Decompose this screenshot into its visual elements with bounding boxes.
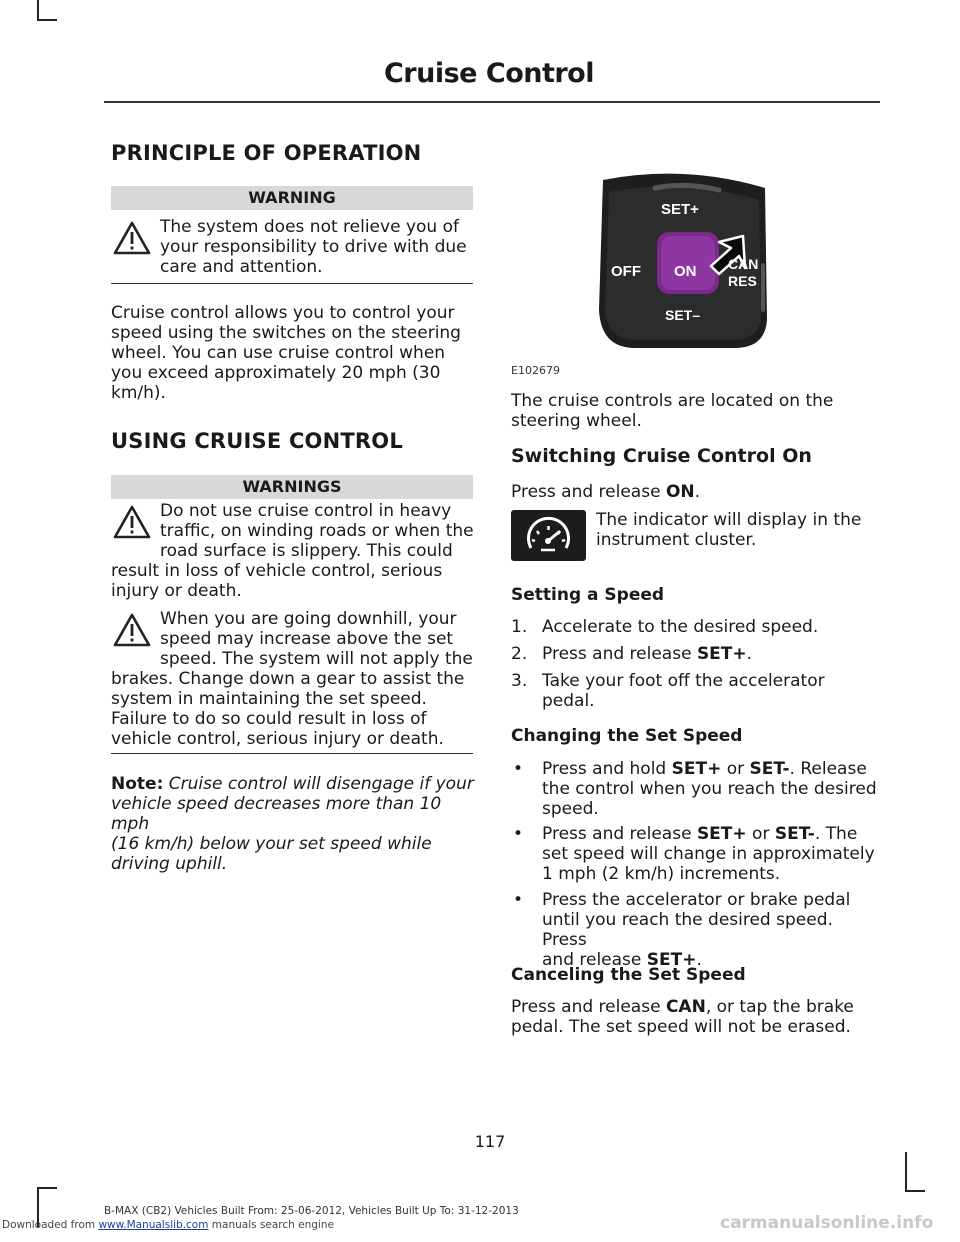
warning-rule (111, 283, 473, 284)
page-number: 117 (474, 1132, 506, 1151)
bullet: • (513, 824, 524, 844)
bullet-text: Press and hold SET+ or SET-. Release the control when you reach the desired speed. (542, 759, 877, 819)
step-number: 1. (511, 617, 528, 637)
crop-mark (37, 19, 57, 21)
bullet-text: Press and release SET+ or SET-. The set speed will change in approximately 1 mph (2 km/h) increments. (542, 824, 875, 884)
warning-2-head: When you are going downhill, your speed may increase above the set speed. The system will not apply the (160, 609, 473, 669)
crop-mark (905, 1190, 925, 1192)
warning-1-tail: result in loss of vehicle control, serious injury or death. (111, 561, 443, 601)
page-header-title: Cruise Control (383, 58, 594, 89)
warnings-bar: WARNINGS (111, 475, 473, 499)
warning-text: The system does not relieve you of your responsibility to drive with due care and attention. (160, 217, 467, 277)
heading-canceling-speed: Canceling the Set Speed (511, 965, 746, 985)
warning-2-tail: brakes. Change down a gear to assist the system in maintaining the set speed. Failure to do so could result in loss of vehicle control, serious injury or death. (111, 669, 465, 749)
warning-triangle-icon (112, 612, 152, 648)
set-plus-label: SET+ (661, 201, 699, 218)
can-label: CAN (728, 256, 759, 272)
heading-principle: PRINCIPLE OF OPERATION (111, 141, 422, 165)
intro-paragraph: Cruise control allows you to control your speed using the switches on the steering wheel. You can use cruise control when you exceed approximately 20 mph (30 km/h). (111, 303, 461, 403)
figure-id: E102679 (511, 364, 560, 377)
heading-changing-speed: Changing the Set Speed (511, 726, 743, 746)
indicator-text: The indicator will display in the instrument cluster. (596, 510, 862, 550)
heading-setting-speed: Setting a Speed (511, 585, 665, 605)
step-number: 3. (511, 671, 528, 691)
warning-1-head: Do not use cruise control in heavy traffic, on winding roads or when the road surface is slippery. This could (160, 501, 474, 561)
heading-switching-on: Switching Cruise Control On (511, 445, 812, 467)
crop-mark (37, 1187, 57, 1189)
warning-bar: WARNING (111, 186, 473, 210)
download-footer: Downloaded from www.Manualslib.com manuals search engine (2, 1219, 334, 1231)
cruise-indicator-icon (511, 510, 586, 561)
bullet: • (513, 890, 524, 910)
note-paragraph: Note: Cruise control will disengage if your vehicle speed decreases more than 10 mph (16 km/h) below your set speed while driving uphill. (111, 774, 474, 874)
on-label: ON (674, 263, 697, 280)
cancel-paragraph: Press and release CAN, or tap the brake pedal. The set speed will not be erased. (511, 997, 854, 1037)
warning-triangle-icon (112, 220, 152, 256)
warning-triangle-icon (112, 504, 152, 540)
watermark: carmanualsonline.info (720, 1213, 934, 1233)
off-label: OFF (611, 263, 641, 280)
heading-using: USING CRUISE CONTROL (111, 429, 403, 453)
warnings-rule (111, 753, 473, 754)
press-on-text: Press and release ON. (511, 482, 701, 502)
res-label: RES (728, 273, 757, 289)
crop-mark (905, 1152, 907, 1192)
cruise-control-switch-figure (595, 170, 775, 350)
bullet-text: Press the accelerator or brake pedal until you reach the desired speed. Press and release SET+. (542, 890, 851, 970)
set-minus-label: SET– (665, 307, 701, 323)
step-number: 2. (511, 644, 528, 664)
step-text: Accelerate to the desired speed. (542, 617, 819, 637)
vehicle-footer: B-MAX (CB2) Vehicles Built From: 25-06-2012, Vehicles Built Up To: 31-12-2013 (104, 1205, 519, 1217)
located-paragraph: The cruise controls are located on the steering wheel. (511, 391, 834, 431)
step-text: Press and release SET+. (542, 644, 753, 664)
crop-mark (37, 0, 39, 20)
manualslib-link[interactable]: www.Manualslib.com (98, 1219, 209, 1231)
step-text: Take your foot off the accelerator pedal. (542, 671, 825, 711)
bullet: • (513, 759, 524, 779)
header-rule (104, 101, 880, 103)
